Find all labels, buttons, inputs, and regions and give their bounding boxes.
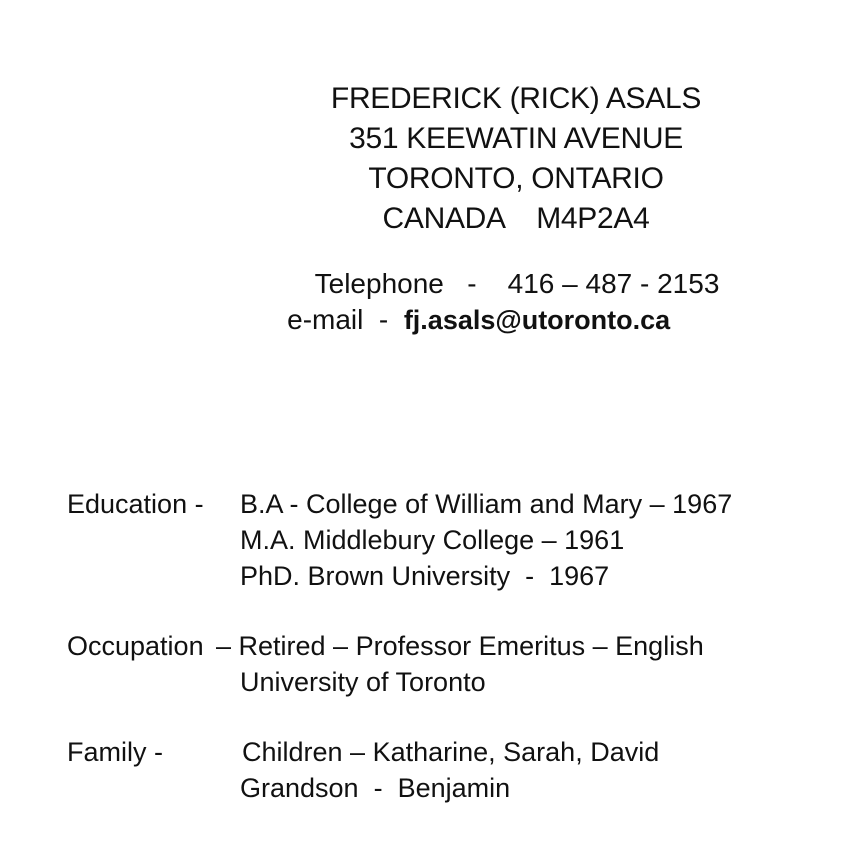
occupation-label: Occupation bbox=[67, 631, 204, 661]
street-address: 351 KEEWATIN AVENUE bbox=[349, 122, 683, 155]
telephone-number: 416 – 487 - 2153 bbox=[507, 268, 720, 299]
family-label: Family - bbox=[67, 737, 163, 767]
person-name: FREDERICK (RICK) ASALS bbox=[330, 82, 702, 115]
family-line: Grandson - Benjamin bbox=[240, 773, 511, 803]
education-label: Education - bbox=[67, 489, 204, 519]
telephone-label: Telephone bbox=[314, 268, 444, 299]
education-line: M.A. Middlebury College – 1961 bbox=[240, 525, 625, 555]
city-province: TORONTO, ONTARIO bbox=[368, 162, 664, 195]
telephone-separator: - bbox=[467, 268, 477, 299]
email-address: fj.asals@utoronto.ca bbox=[403, 305, 671, 335]
country-postal-code: CANADA M4P2A4 bbox=[382, 202, 650, 235]
email-separator: - bbox=[378, 304, 389, 335]
occupation-line: University of Toronto bbox=[240, 667, 486, 697]
education-line: PhD. Brown University - 1967 bbox=[240, 561, 610, 591]
email-label: e-mail bbox=[287, 304, 364, 335]
occupation-line: – Retired – Professor Emeritus – English bbox=[216, 631, 704, 661]
family-line: Children – Katharine, Sarah, David bbox=[242, 737, 660, 767]
email-row bbox=[256, 278, 670, 362]
education-line: B.A - College of William and Mary – 1967 bbox=[240, 489, 733, 519]
